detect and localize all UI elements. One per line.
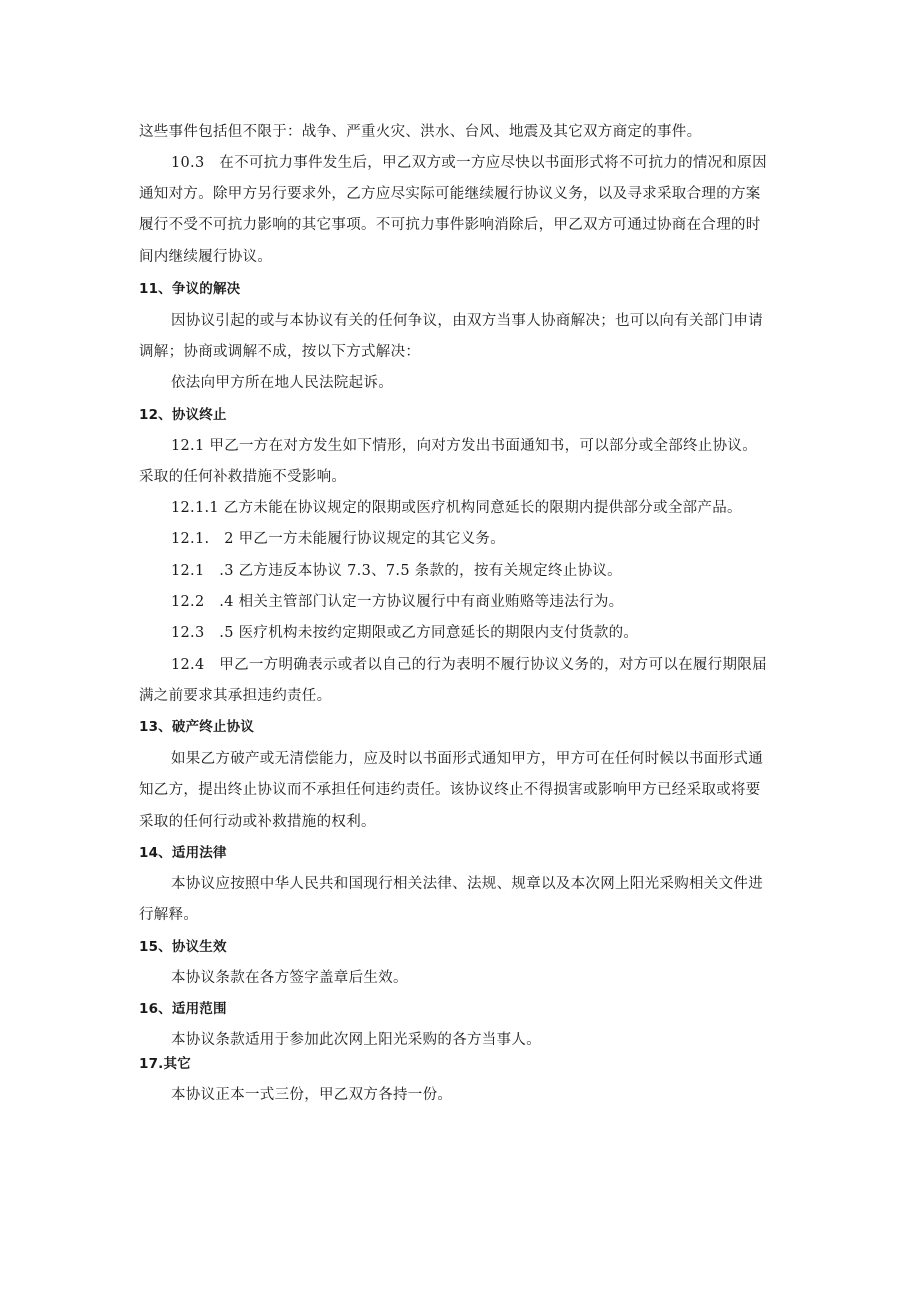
paragraph-line: 12.1 甲乙一方在对方发生如下情形，向对方发出书面通知书，可以部分或全部终止协议。: [171, 438, 757, 454]
paragraph-line: 12.2 .4 相关主管部门认定一方协议履行中有商业贿赂等违法行为。: [171, 594, 624, 610]
paragraph-line: 12.4 甲乙一方明确表示或者以自己的行为表明不履行协议义务的，对方可以在履行期限届: [171, 657, 767, 673]
section-heading: 11、争议的解决: [139, 281, 241, 297]
section-heading: 12、协议终止: [139, 407, 227, 423]
paragraph-line: 12.1. 2 甲乙一方未能履行协议规定的其它义务。: [171, 531, 506, 547]
paragraph-line: 如果乙方破产或无清偿能力，应及时以书面形式通知甲方，甲方可在任何时候以书面形式通: [171, 751, 763, 767]
section-heading: 17.其它: [139, 1056, 191, 1072]
paragraph-line: 这些事件包括但不限于：战争、严重火灾、洪水、台风、地震及其它双方商定的事件。: [139, 124, 702, 140]
paragraph-line: 间内继续履行协议。: [139, 249, 273, 265]
paragraph-line: 采取的任何补救措施不受影响。: [139, 469, 347, 485]
section-heading: 15、协议生效: [139, 939, 227, 955]
paragraph-line: 12.1 .3 乙方违反本协议 7.3、7.5 条款的，按有关规定终止协议。: [171, 563, 622, 579]
paragraph-line: 10.3 在不可抗力事件发生后，甲乙双方或一方应尽快以书面形式将不可抗力的情况和原因: [171, 155, 767, 171]
paragraph-line: 调解；协商或调解不成，按以下方式解决：: [139, 344, 421, 360]
paragraph-line: 本协议正本一式三份，甲乙双方各持一份。: [171, 1087, 453, 1103]
section-heading: 13、破产终止协议: [139, 719, 255, 735]
paragraph-line: 本协议应按照中华人民共和国现行相关法律、法规、规章以及本次网上阳光采购相关文件进: [171, 876, 763, 892]
paragraph-line: 履行不受不可抗力影响的其它事项。不可抗力事件影响消除后，甲乙双方可通过协商在合理的时: [139, 217, 761, 233]
section-heading: 16、适用范围: [139, 1001, 227, 1017]
paragraph-line: 知乙方，提出终止协议而不承担任何违约责任。该协议终止不得损害或影响甲方已经采取或将要: [139, 782, 761, 798]
paragraph-line: 因协议引起的或与本协议有关的任何争议，由双方当事人协商解决；也可以向有关部门申请: [171, 313, 763, 329]
paragraph-line: 12.3 .5 医疗机构未按约定期限或乙方同意延长的期限内支付货款的。: [171, 625, 639, 641]
paragraph-line: 通知对方。除甲方另行要求外，乙方应尽实际可能继续履行协议义务，以及寻求采取合理的方案: [139, 186, 761, 202]
paragraph-line: 12.1.1 乙方未能在协议规定的限期或医疗机构同意延长的限期内提供部分或全部产品。: [171, 500, 742, 516]
section-heading: 14、适用法律: [139, 845, 227, 861]
paragraph-line: 采取的任何行动或补救措施的权利。: [139, 814, 376, 830]
paragraph-line: 行解释。: [139, 907, 199, 923]
paragraph-line: 本协议条款在各方签字盖章后生效。: [171, 970, 408, 986]
paragraph-line: 本协议条款适用于参加此次网上阳光采购的各方当事人。: [171, 1032, 541, 1048]
paragraph-line: 依法向甲方所在地人民法院起诉。: [171, 375, 393, 391]
paragraph-line: 满之前要求其承担违约责任。: [139, 688, 332, 704]
